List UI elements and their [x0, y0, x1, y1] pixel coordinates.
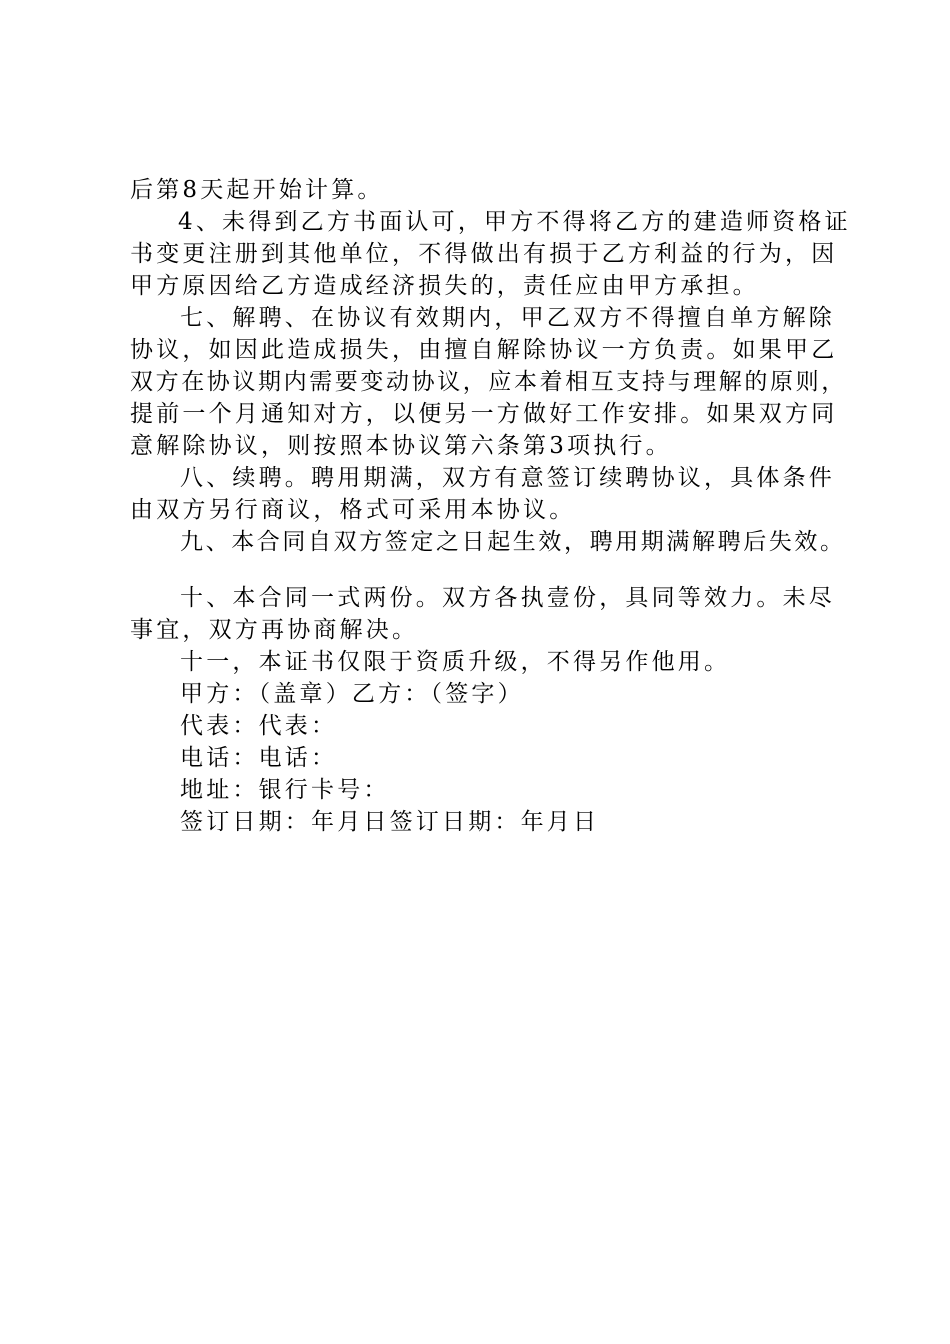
text-line: 书变更注册到其他单位，不得做出有损于乙方利益的行为，因	[130, 241, 838, 267]
text-line: 协议，如因此造成损失，由擅自解除协议一方负责。如果甲乙	[130, 337, 838, 363]
text-line: 由双方另行商议，格式可采用本协议。	[130, 497, 576, 523]
signature-party-line: 甲方：（盖章）乙方：（签字）	[180, 681, 524, 707]
text-line: 甲方原因给乙方造成经济损失的，责任应由甲方承担。	[130, 273, 759, 299]
signature-address-line: 地址：银行卡号：	[180, 777, 390, 803]
text-line: 提前一个月通知对方，以便另一方做好工作安排。如果双方同	[130, 401, 838, 427]
text-line: 意解除协议，则按照本协议第六条第3项执行。	[130, 433, 672, 459]
text-line-clause-4: 4、未得到乙方书面认可，甲方不得将乙方的建造师资格证	[178, 209, 851, 235]
text-line-section-9: 九、本合同自双方签定之日起生效，聘用期满解聘后失效。	[180, 529, 846, 555]
text-line-section-11: 十一，本证书仅限于资质升级，不得另作他用。	[180, 649, 731, 675]
text-line-continuation: 后第8天起开始计算。	[130, 177, 384, 203]
signature-representative-line: 代表：代表：	[180, 713, 338, 739]
text-line: 事宜，双方再协商解决。	[130, 617, 419, 643]
text-line: 双方在协议期内需要变动协议，应本着相互支持与理解的原则，	[130, 369, 847, 395]
text-line-section-7: 七、解聘、在协议有效期内，甲乙双方不得擅自单方解除	[180, 305, 835, 331]
text-line-section-10: 十、本合同一式两份。双方各执壹份，具同等效力。未尽	[180, 585, 835, 611]
signature-phone-line: 电话：电话：	[180, 745, 338, 771]
signature-date-line: 签订日期：年月日签订日期：年月日	[180, 809, 600, 835]
text-line-section-8: 八、续聘。聘用期满，双方有意签订续聘协议，具体条件	[180, 465, 835, 491]
